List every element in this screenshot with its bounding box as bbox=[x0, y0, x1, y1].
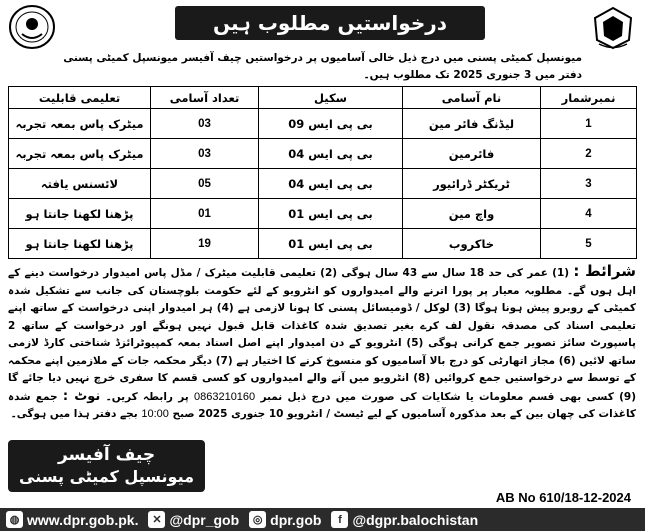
globe-icon: ◍ bbox=[6, 511, 23, 528]
table-row bbox=[9, 139, 637, 169]
twitter-icon: ✕ bbox=[148, 511, 165, 528]
cell-count: 01 bbox=[151, 199, 259, 229]
cell-qualification: لائسنس یافتہ bbox=[9, 169, 151, 199]
footer-bar bbox=[0, 508, 645, 531]
cell-scale: بی پی ایس 09 bbox=[259, 109, 403, 139]
cell-qualification: پڑھنا لکھنا جانتا ہو bbox=[9, 199, 151, 229]
cell-post: لیڈنگ فائر مین bbox=[403, 109, 541, 139]
table-row bbox=[9, 229, 637, 259]
footer-facebook-text: @dgpr.balochistan bbox=[352, 511, 479, 528]
conditions-text bbox=[8, 263, 636, 424]
footer-website[interactable] bbox=[6, 511, 138, 528]
signature-title: چیف آفیسر bbox=[57, 445, 156, 465]
facebook-icon: f bbox=[331, 511, 348, 528]
table-row bbox=[9, 199, 637, 229]
table-row bbox=[9, 169, 637, 199]
conditions-label: شرائط : bbox=[573, 262, 637, 280]
intro-text: میونسپل کمیٹی پسنی میں درج ذیل خالی آسامیوں پر درخواستیں چیف آفیسر میونسپل کمیٹی پسنی دفتر میں 3 جنوری 2025 تک مطلوب ہیں۔ bbox=[63, 52, 582, 81]
cell-serial: 3 bbox=[541, 169, 637, 199]
cell-serial: 4 bbox=[541, 199, 637, 229]
footer-facebook[interactable] bbox=[331, 511, 478, 528]
cell-count: 19 bbox=[151, 229, 259, 259]
cell-post: ٹریکٹر ڈرائیور bbox=[403, 169, 541, 199]
header-serial: نمبرشمار bbox=[541, 87, 637, 109]
conditions-body-2: پر رابطہ کریں۔ bbox=[105, 390, 189, 403]
conditions-body-4: بجے دفتر ہذا میں ہوگی۔ bbox=[10, 408, 138, 420]
page-title: درخواستیں مطلوب ہیں bbox=[175, 6, 485, 40]
note-label: نوٹ : bbox=[62, 388, 101, 404]
municipal-committee-seal-icon bbox=[8, 4, 56, 50]
cell-serial: 1 bbox=[541, 109, 637, 139]
cell-serial: 2 bbox=[541, 139, 637, 169]
footer-twitter[interactable] bbox=[148, 511, 239, 528]
cell-post: واچ مین bbox=[403, 199, 541, 229]
cell-scale: بی پی ایس 01 bbox=[259, 199, 403, 229]
cell-count: 03 bbox=[151, 139, 259, 169]
header-count: تعداد آسامی bbox=[151, 87, 259, 109]
vacancies-table bbox=[8, 86, 637, 259]
cell-qualification: میٹرک پاس بمعہ تجربہ bbox=[9, 109, 151, 139]
cell-post: فائرمین bbox=[403, 139, 541, 169]
header-post: نام آسامی bbox=[403, 87, 541, 109]
advertisement-reference: AB No 610/18-12-2024 bbox=[495, 490, 631, 505]
cell-scale: بی پی ایس 04 bbox=[259, 169, 403, 199]
government-emblem-icon bbox=[589, 4, 637, 50]
interview-time: 10:00 bbox=[141, 408, 169, 420]
cell-serial: 5 bbox=[541, 229, 637, 259]
cell-qualification: میٹرک پاس بمعہ تجربہ bbox=[9, 139, 151, 169]
signature-office: میونسپل کمیٹی پسنی bbox=[19, 467, 194, 486]
cell-scale: بی پی ایس 04 bbox=[259, 139, 403, 169]
footer-website-text: www.dpr.gob.pk. bbox=[27, 511, 139, 528]
header-scale: سکیل bbox=[259, 87, 403, 109]
signature-block bbox=[8, 440, 205, 492]
conditions-body-3: جمع شدہ کاغذات کی چھان بین کے بعد مذکورہ آسامیوں کے لیے ٹیسٹ / انٹرویو 10 جنوری 2025 صبح bbox=[8, 390, 636, 420]
footer-instagram[interactable] bbox=[249, 511, 321, 528]
header-qualification: تعلیمی قابلیت bbox=[9, 87, 151, 109]
table-header-row bbox=[9, 87, 637, 109]
cell-count: 05 bbox=[151, 169, 259, 199]
cell-post: خاکروب bbox=[403, 229, 541, 259]
contact-phone: 0863210160 bbox=[193, 390, 256, 403]
cell-count: 03 bbox=[151, 109, 259, 139]
table-row bbox=[9, 109, 637, 139]
conditions-body-1: (1) عمر کی حد 18 سال سے 43 سال ہوگی (2) تعلیمی قابلیت میٹرک / مڈل پاس امیدوار درخواست دینے کے اہل ہوں گے۔ مطلوبہ معیار پر پورا اترنے والے امیدواروں کو انٹرویو کے لئے حکومت بلوچستان کی جانب سے تشکیل شدہ کمیٹی کے روبرو پیش ہونا ہوگا (3) لوکل / ڈومیسائل پسنی کا ہونا لازمی ہے (4) ہر امیدوار اپنی درخواست کے ساتھ اپنے تعلیمی اسناد کی مصدقہ نقول لف کرے بغیر تصدیق شدہ کاغذات قابل قبول نہیں ہونگے اور درخواست کے ساتھ 2 پاسپورٹ سائز تصویر جمع کرانی ہوگی (5) انٹرویو کے دن امیدوار اپنے اصل اسناد بمعہ کمپیوٹرائزڈ شناختی کارڈ لازمی ساتھ لائیں (6) مجاز اتھارٹی کو درج بالا آسامیوں کو منسوخ کرنے کا اختیار ہے (7) دیگر محکمہ جات کے ملازمین اپنے محکمہ کے توسط سے درخواستیں جمع کروائیں (8) انٹرویو میں آنے والے امیدواروں کو کسی قسم کا سفری خرچ نہیں دیا جائے گا (9) کسی بھی قسم معلومات یا شکایات کی صورت میں درج ذیل نمبر bbox=[8, 267, 637, 403]
footer-twitter-text: @dpr_gob bbox=[169, 511, 240, 528]
cell-scale: بی پی ایس 01 bbox=[259, 229, 403, 259]
instagram-icon: ◎ bbox=[249, 511, 266, 528]
footer-instagram-text: dpr.gob bbox=[270, 511, 322, 528]
cell-qualification: پڑھنا لکھنا جانتا ہو bbox=[9, 229, 151, 259]
